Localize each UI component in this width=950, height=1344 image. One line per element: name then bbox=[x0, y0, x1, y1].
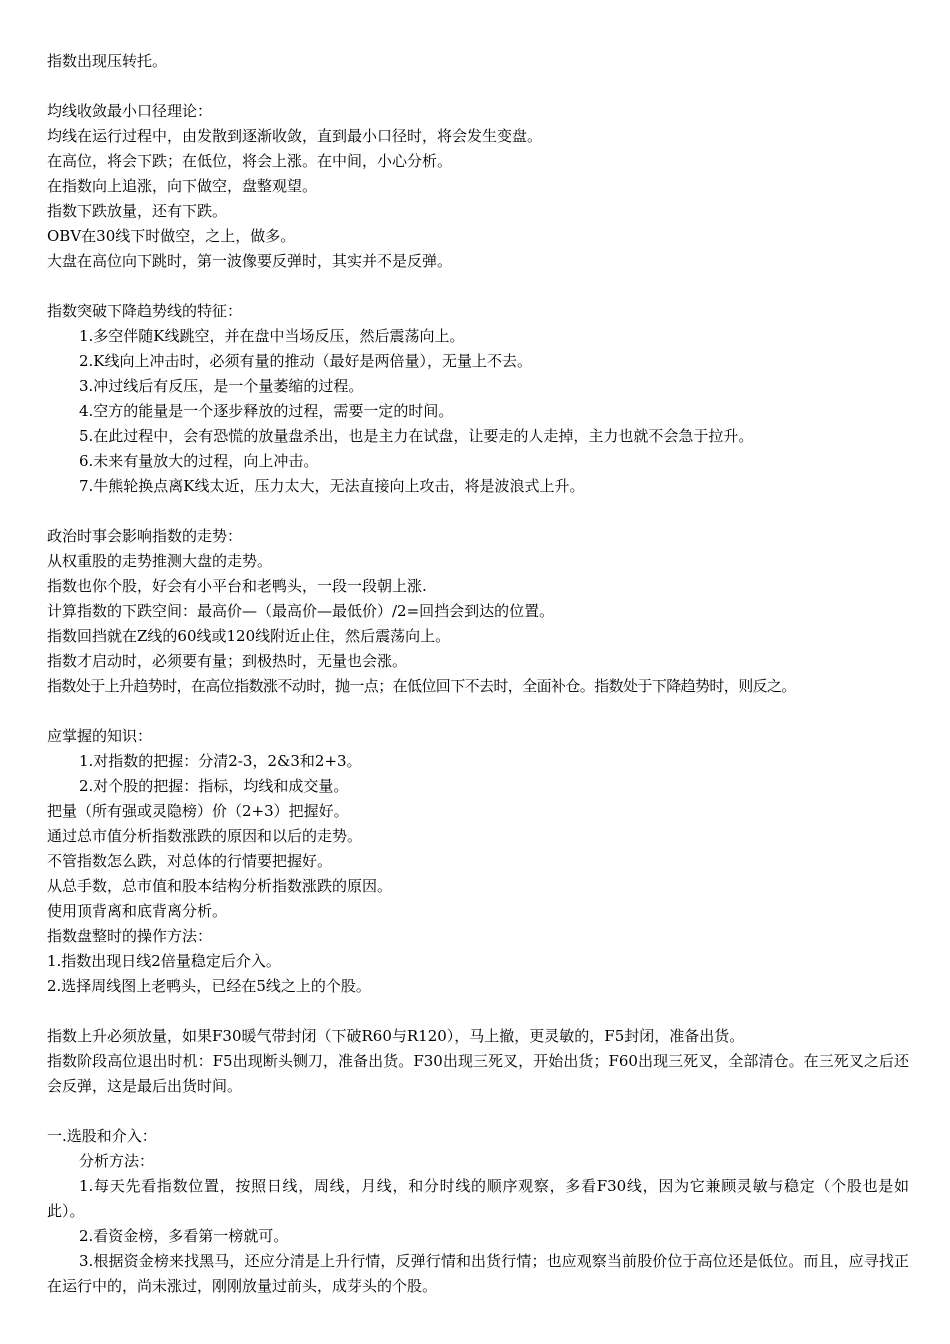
list-item: 7.牛熊轮换点离K线太近，压力太大，无法直接向上攻击，将是波浪式上升。 bbox=[79, 477, 585, 495]
list-item-text: 3.根据资金榜来找黑马，还应分清是上升行情，反弹行情和出货行情；也应观察当前股价位于高位还是低位。而且，应寻找正在运行中的，尚未涨过，刚刚放量过前头，成芽头的个股。 bbox=[47, 1252, 909, 1295]
text-line: OBV在30线下时做空，之上，做多。 bbox=[47, 227, 296, 245]
list-item-text: 1.每天先看指数位置，按照日线，周线，月线，和分时线的顺序观察，多看F30线，因为它兼顾灵敏与稳定（个股也是如此）。 bbox=[47, 1177, 909, 1220]
text-line: 在指数向上追涨，向下做空，盘整观望。 bbox=[47, 177, 318, 195]
subheading: 分析方法： bbox=[79, 1152, 155, 1170]
text-line: 把量（所有强或灵隐榜）价（2+3）把握好。 bbox=[47, 802, 349, 820]
list-item: 4.空方的能量是一个逐步释放的过程，需要一定的时间。 bbox=[79, 402, 454, 420]
list-item: 2.对个股的把握：指标，均线和成交量。 bbox=[79, 777, 349, 795]
list-item: 1.指数出现日线2倍量稳定后介入。 bbox=[47, 952, 281, 970]
text-line: 指数出现压转托。 bbox=[47, 52, 168, 70]
blank-line bbox=[47, 1099, 909, 1124]
text-line: 指数也你个股，好会有小平台和老鸭头，一段一段朝上涨. bbox=[47, 577, 427, 595]
text-line: 在高位，将会下跌；在低位，将会上涨。在中间，小心分析。 bbox=[47, 152, 453, 170]
blank-line bbox=[47, 699, 909, 724]
text-line: 指数盘整时的操作方法： bbox=[47, 927, 213, 945]
section-heading: 政治时事会影响指数的走势： bbox=[47, 527, 243, 545]
text-line: 大盘在高位向下跳时，第一波像要反弹时，其实并不是反弹。 bbox=[47, 252, 453, 270]
text-line: 指数才启动时，必须要有量；到极热时，无量也会涨。 bbox=[47, 652, 408, 670]
text-line: 从权重股的走势推测大盘的走势。 bbox=[47, 552, 273, 570]
list-item bbox=[47, 1174, 909, 1224]
text-line: 通过总市值分析指数涨跌的原因和以后的走势。 bbox=[47, 827, 363, 845]
list-item: 2.K线向上冲击时，必须有量的推动（最好是两倍量），无量上不去。 bbox=[79, 352, 533, 370]
blank-line bbox=[47, 499, 909, 524]
list-item: 6.未来有量放大的过程，向上冲击。 bbox=[79, 452, 319, 470]
section-heading: 均线收敛最小口径理论： bbox=[47, 102, 213, 120]
text-line: 从总手数，总市值和股本结构分析指数涨跌的原因。 bbox=[47, 877, 393, 895]
list-item: 1.多空伴随K线跳空，并在盘中当场反压，然后震荡向上。 bbox=[79, 327, 465, 345]
list-item: 1.对指数的把握：分清2-3，2&3和2+3。 bbox=[79, 752, 362, 770]
blank-line bbox=[47, 999, 909, 1024]
section-heading: 应掌握的知识： bbox=[47, 727, 153, 745]
list-item bbox=[47, 1249, 909, 1299]
text-line: 计算指数的下跌空间：最高价—（最高价—最低价）/2=回挡会到达的位置。 bbox=[47, 602, 555, 620]
text-line: 指数回挡就在Z线的60线或120线附近止住，然后震荡向上。 bbox=[47, 627, 451, 645]
section-heading: 指数突破下降趋势线的特征： bbox=[47, 302, 243, 320]
list-item: 5.在此过程中，会有恐慌的放量盘杀出，也是主力在试盘，让要走的人走掉，主力也就不会急于拉升。 bbox=[79, 427, 754, 445]
text-line: 指数处于上升趋势时，在高位指数涨不动时，抛一点；在低位回下不去时，全面补仓。指数处于下降趋势时，则反之。 bbox=[47, 677, 796, 695]
blank-line bbox=[47, 274, 909, 299]
text-line: 使用顶背离和底背离分析。 bbox=[47, 902, 228, 920]
list-item: 2.选择周线图上老鸭头，已经在5线之上的个股。 bbox=[47, 977, 371, 995]
text-line: 均线在运行过程中，由发散到逐渐收敛，直到最小口径时，将会发生变盘。 bbox=[47, 127, 543, 145]
text-line: 指数下跌放量，还有下跌。 bbox=[47, 202, 228, 220]
list-item: 3.冲过线后有反压，是一个量萎缩的过程。 bbox=[79, 377, 364, 395]
list-item: 2.看资金榜，多看第一榜就可。 bbox=[79, 1227, 289, 1245]
section-heading: 一.选股和介入： bbox=[47, 1127, 157, 1145]
blank-line bbox=[47, 74, 909, 99]
text-line: 不管指数怎么跌，对总体的行情要把握好。 bbox=[47, 852, 333, 870]
text-line: 指数上升必须放量，如果F30暖气带封闭（下破R60与R120），马上撤，更灵敏的，F5封闭，准备出货。 bbox=[47, 1027, 745, 1045]
text-paragraph: 指数阶段高位退出时机：F5出现断头铡刀，准备出货。F30出现三死叉，开始出货；F60出现三死叉，全部清仓。在三死叉之后还会反弹，这是最后出货时间。 bbox=[47, 1052, 909, 1095]
document-page bbox=[47, 49, 909, 1299]
